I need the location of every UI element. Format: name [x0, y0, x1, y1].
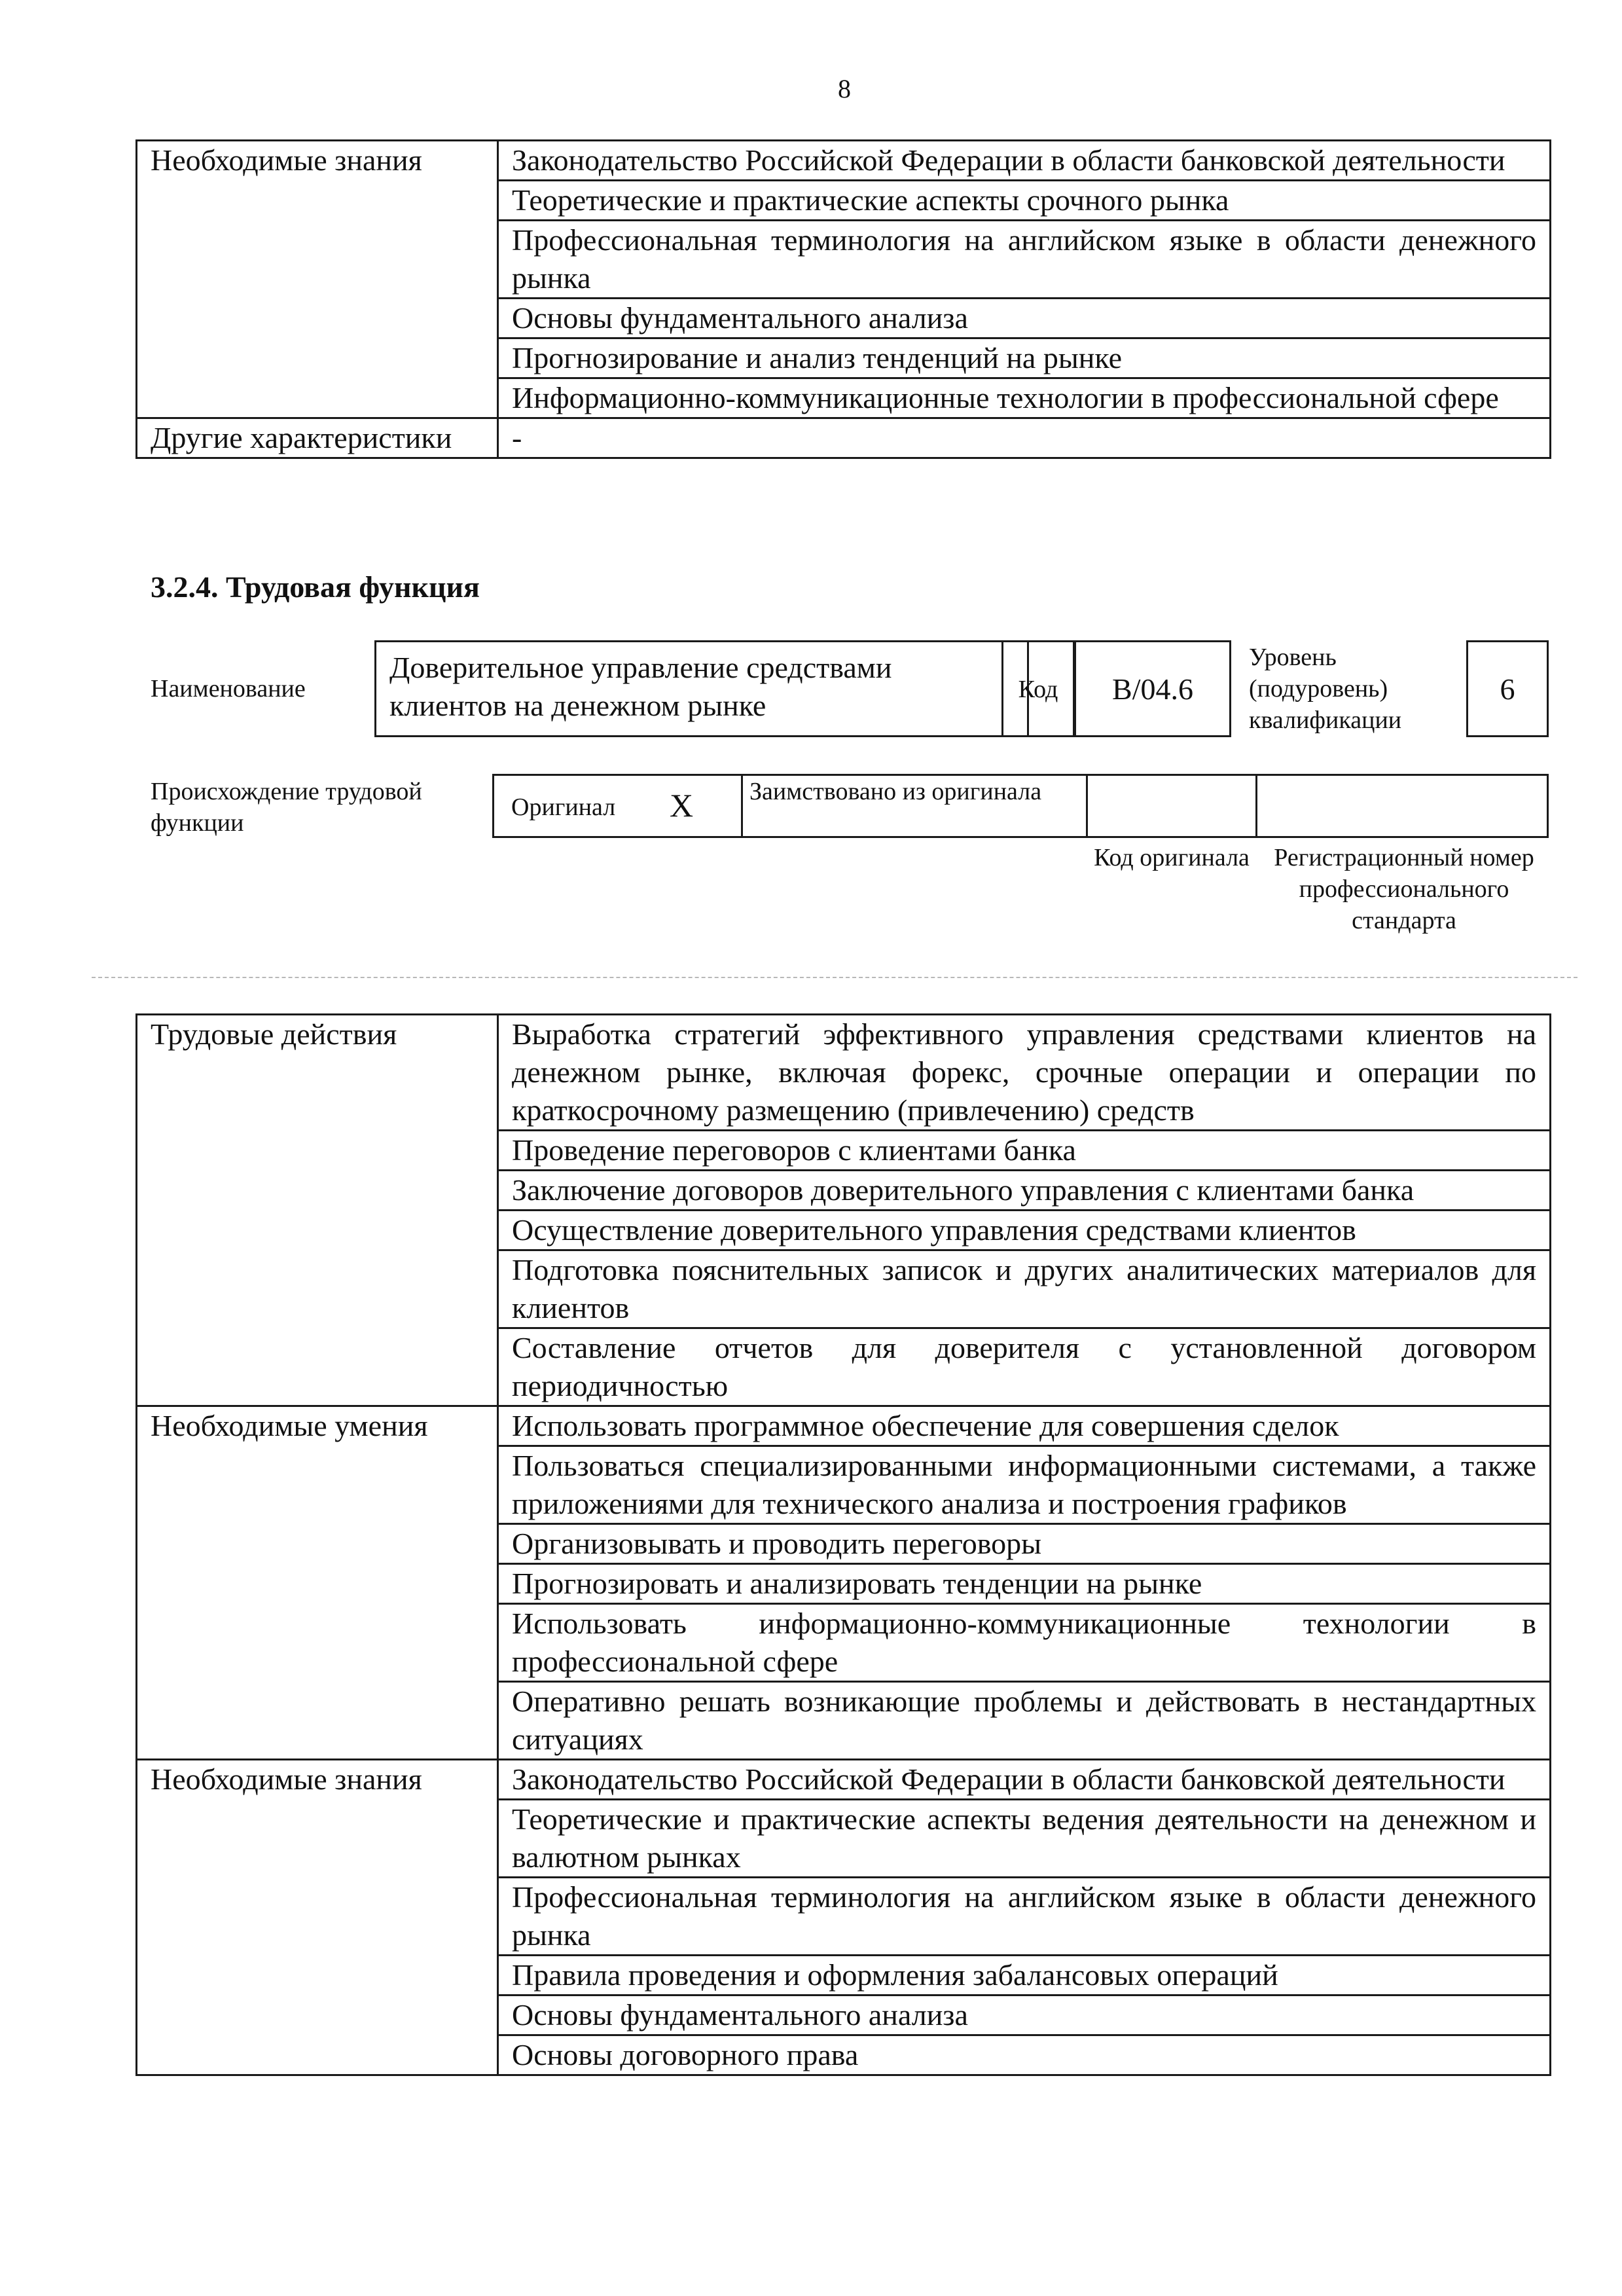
- row-item: Пользоваться специализированными информационными системами, а также приложениями для технического анализа и построения графиков: [498, 1446, 1551, 1524]
- level-value: 6: [1500, 672, 1515, 706]
- original-box: [492, 774, 743, 838]
- origin-label: Происхождение трудовой функции: [151, 778, 422, 837]
- row-item: Законодательство Российской Федерации в области банковской деятельности: [498, 1760, 1551, 1800]
- function-name-box: [374, 640, 1029, 737]
- row-item: Использовать программное обеспечение для совершения сделок: [498, 1406, 1551, 1446]
- code-label-box: [1001, 640, 1075, 737]
- borrowed-label: Заимствовано из оригинала: [749, 778, 1042, 805]
- row-item: Правила проведения и оформления забалансовых операций: [498, 1956, 1551, 1995]
- reg-number-caption: Регистрационный номер профессионального стандарта: [1274, 844, 1534, 934]
- row-item: Теоретические и практические аспекты срочного рынка: [498, 181, 1551, 221]
- row-item: Профессиональная терминология на английском языке в области денежного рынка: [498, 221, 1551, 299]
- top-requirements-table: [135, 139, 1551, 459]
- section-heading: 3.2.4. Трудовая функция: [151, 570, 480, 604]
- row-item: Основы договорного права: [498, 2035, 1551, 2075]
- row-item: Проведение переговоров с клиентами банка: [498, 1131, 1551, 1171]
- function-name-value: Доверительное управление средствами клиентов на денежном рынке: [389, 651, 892, 722]
- table-row: [137, 1406, 1551, 1446]
- borrowed-box: [741, 774, 1088, 838]
- separator-line: [92, 977, 1577, 978]
- code-value-box: [1074, 640, 1231, 737]
- reg-number-box: [1255, 774, 1549, 838]
- row-label: Необходимые знания: [137, 1760, 498, 2075]
- row-item: Законодательство Российской Федерации в области банковской деятельности: [498, 141, 1551, 181]
- level-value-box: [1466, 640, 1549, 737]
- row-label: Трудовые действия: [137, 1015, 498, 1406]
- row-label: Необходимые знания: [137, 141, 498, 418]
- row-item: Прогнозирование и анализ тенденций на рынке: [498, 338, 1551, 378]
- table-row: [137, 1760, 1551, 1800]
- row-item: Профессиональная терминология на английском языке в области денежного рынка: [498, 1878, 1551, 1956]
- code-value: B/04.6: [1112, 672, 1193, 706]
- row-item: Теоретические и практические аспекты ведения деятельности на денежном и валютном рынках: [498, 1800, 1551, 1878]
- code-label: Код: [1018, 676, 1058, 703]
- row-item: Использовать информационно-коммуникационные технологии в профессиональной сфере: [498, 1604, 1551, 1682]
- row-item: Основы фундаментального анализа: [498, 299, 1551, 338]
- row-item: Заключение договоров доверительного управления с клиентами банка: [498, 1171, 1551, 1211]
- row-item: Прогнозировать и анализировать тенденции на рынке: [498, 1564, 1551, 1604]
- row-item: Выработка стратегий эффективного управления средствами клиентов на денежном рынке, включая форекс, срочные операции и операции по краткосрочному размещению (привлечению) средств: [498, 1015, 1551, 1131]
- row-item: Основы фундаментального анализа: [498, 1995, 1551, 2035]
- original-label: Оригинал: [511, 793, 616, 821]
- page-number: 8: [838, 74, 851, 103]
- original-code-caption: Код оригинала: [1094, 844, 1250, 871]
- row-item: Оперативно решать возникающие проблемы и действовать в нестандартных ситуациях: [498, 1682, 1551, 1760]
- row-label: Необходимые умения: [137, 1406, 498, 1760]
- original-code-box: [1086, 774, 1257, 838]
- row-item: Осуществление доверительного управления средствами клиентов: [498, 1211, 1551, 1250]
- table-row: [137, 141, 1551, 181]
- row-item: -: [498, 418, 1551, 458]
- table-row: [137, 1015, 1551, 1131]
- table-row: [137, 418, 1551, 458]
- original-mark: X: [670, 787, 694, 824]
- row-item: Подготовка пояснительных записок и других аналитических материалов для клиентов: [498, 1250, 1551, 1328]
- row-item: Организовывать и проводить переговоры: [498, 1524, 1551, 1564]
- row-item: Составление отчетов для доверителя с установленной договором периодичностью: [498, 1328, 1551, 1406]
- name-label: Наименование: [151, 675, 306, 702]
- level-label: Уровень (подуровень) квалификации: [1249, 644, 1402, 734]
- row-label: Другие характеристики: [137, 418, 498, 458]
- row-item: Информационно-коммуникационные технологии в профессиональной сфере: [498, 378, 1551, 418]
- function-details-table: [135, 1013, 1551, 2076]
